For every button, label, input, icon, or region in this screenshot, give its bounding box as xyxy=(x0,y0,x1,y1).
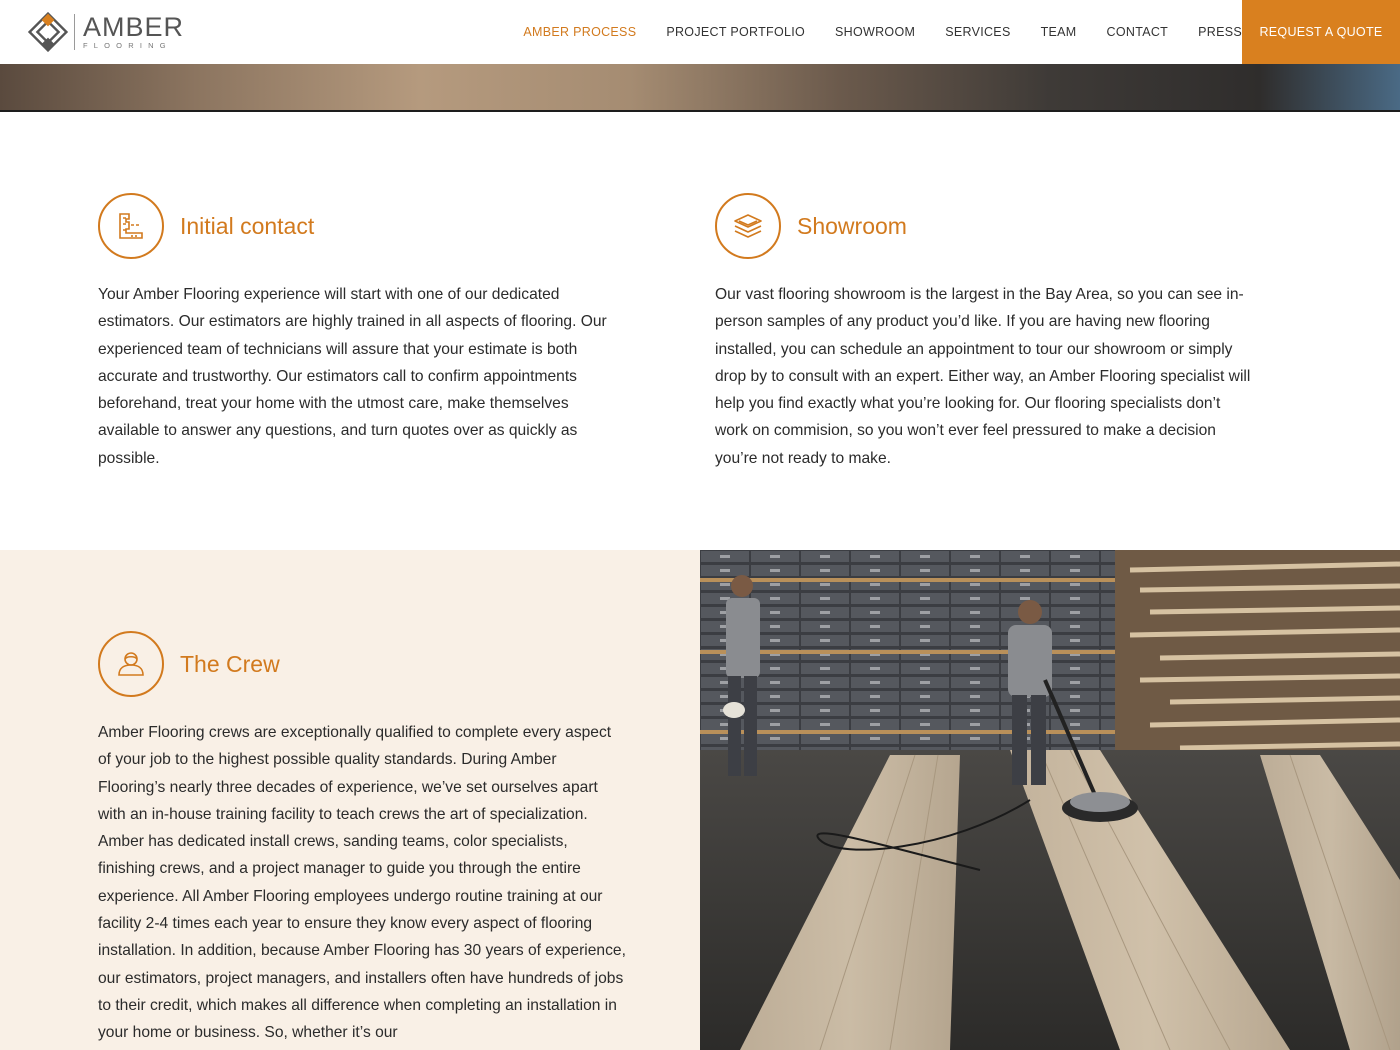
logo-tagline: FLOORING xyxy=(83,41,172,51)
request-quote-button[interactable]: REQUEST A QUOTE xyxy=(1242,0,1400,64)
initial-contact-title: Initial contact xyxy=(180,212,315,239)
measure-ruler-icon xyxy=(98,193,164,259)
crew-sanding-photo xyxy=(700,550,1400,1050)
initial-contact-section xyxy=(98,193,628,472)
showroom-section xyxy=(715,193,1255,472)
site-logo[interactable] xyxy=(28,10,184,54)
nav-item-amber-process[interactable]: AMBER PROCESS xyxy=(523,25,637,39)
nav-item-project-portfolio[interactable]: PROJECT PORTFOLIO xyxy=(666,25,806,39)
site-header xyxy=(0,0,1400,64)
main-nav xyxy=(493,0,1242,64)
showroom-title: Showroom xyxy=(797,212,907,239)
nav-item-team[interactable]: TEAM xyxy=(1040,25,1077,39)
crew-body: Amber Flooring crews are exceptionally qualified to complete every aspect of your job to the highest possible quality standards. During Amber Flooring’s nearly three decades of experience, we’ve set ourselves apart with an in-house training facility to teach crews the art of specialization. Amber has dedicated install crews, sanding teams, color specialists, finishing crews, and a project manager to guide you through the entire experience. All Amber Flooring employees undergo routine training at our facility 2-4 times each year to ensure they know every aspect of flooring installation. In addition, because Amber Flooring has 30 years of experience, our estimators, project managers, and installers often have hundreds of jobs to their credit, which makes all difference when completing an installation in your home or business. So, whether it’s our xyxy=(98,724,626,1042)
warehouse-floor-illustration xyxy=(700,550,1400,1050)
nav-item-contact[interactable]: CONTACT xyxy=(1106,25,1169,39)
crew-header xyxy=(98,631,628,697)
showroom-header xyxy=(715,193,1255,259)
nav-item-services[interactable]: SERVICES xyxy=(945,25,1011,39)
crew-section xyxy=(98,631,628,1047)
showroom-body: Our vast flooring showroom is the largest in the Bay Area, so you can see in-person samples of any product you’d like. If you are having new flooring installed, you can schedule an appointment to tour our showroom or simply drop by to consult with an expert. Either way, an Amber Flooring specialist will help you find exactly what you’re looking for. Our flooring specialists don’t work on commision, so you won’t ever feel pressured to make a decision you’re not ready to make. xyxy=(715,286,1251,467)
layers-icon xyxy=(715,193,781,259)
logo-wordmark: AMBER xyxy=(83,12,185,43)
person-icon xyxy=(98,631,164,697)
logo-diamond-icon xyxy=(28,12,68,52)
nav-item-showroom[interactable]: SHOWROOM xyxy=(835,25,916,39)
hero-image-strip xyxy=(0,64,1400,112)
initial-contact-body: Your Amber Flooring experience will start with one of our dedicated estimators. Our estimators are highly trained in all aspects of flooring. Our experienced team of technicians will assure that your estimate is both accurate and trustworthy. Our estimators call to confirm appointments beforehand, treat your home with the utmost care, make themselves available to answer any questions, and turn quotes over as quickly as possible. xyxy=(98,286,607,467)
nav-item-press[interactable]: PRESS xyxy=(1198,25,1242,39)
initial-contact-header xyxy=(98,193,628,259)
logo-divider xyxy=(74,14,75,50)
crew-title: The Crew xyxy=(180,650,280,677)
logo-text xyxy=(83,14,184,50)
